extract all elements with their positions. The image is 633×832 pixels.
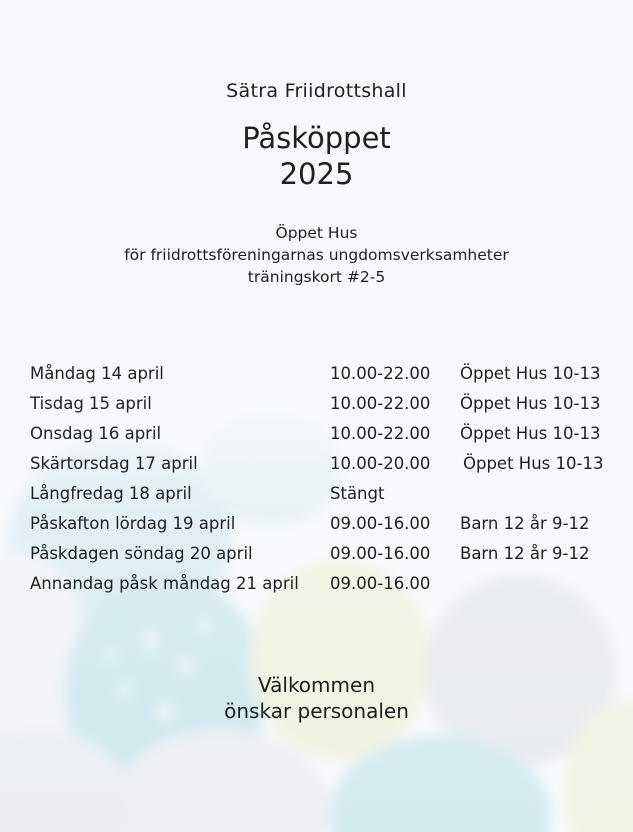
schedule-row (0, 364, 633, 388)
schedule-row (0, 424, 633, 448)
closing-line-2: önskar personalen (224, 699, 409, 723)
schedule-note: Öppet Hus 10-13 (460, 424, 601, 443)
schedule-time: 09.00-16.00 (330, 574, 431, 593)
title-line-1: Påsköppet (242, 121, 391, 155)
schedule-row (0, 454, 633, 478)
schedule-row (0, 394, 633, 418)
info-line-1: Öppet Hus (275, 224, 358, 242)
schedule-day: Annandag påsk måndag 21 april (30, 574, 299, 593)
schedule-row (0, 484, 633, 508)
schedule-note: Öppet Hus 10-13 (460, 364, 601, 383)
page-title (0, 120, 633, 192)
schedule-day: Långfredag 18 april (30, 484, 192, 503)
closing-message (0, 672, 633, 724)
schedule-time: 10.00-20.00 (330, 454, 431, 473)
schedule-time: 10.00-22.00 (330, 424, 431, 443)
schedule-day: Påskafton lördag 19 april (30, 514, 236, 533)
schedule-day: Måndag 14 april (30, 364, 164, 383)
schedule-note: Öppet Hus 10-13 (460, 394, 601, 413)
closing-line-1: Välkommen (258, 673, 375, 697)
schedule-note: Barn 12 år 9-12 (460, 514, 590, 533)
schedule-day: Onsdag 16 april (30, 424, 162, 443)
schedule-note: Öppet Hus 10-13 (463, 454, 604, 473)
schedule-time: 10.00-22.00 (330, 364, 431, 383)
info-line-2: för friidrottsföreningarnas ungdomsverksamheter (124, 246, 509, 264)
info-line-3: träningskort #2-5 (247, 268, 386, 286)
schedule-day: Skärtorsdag 17 april (30, 454, 198, 473)
info-block (0, 222, 633, 288)
title-line-2: 2025 (279, 157, 354, 191)
schedule-row (0, 574, 633, 598)
schedule-time: Stängt (330, 484, 385, 503)
schedule-time: 09.00-16.00 (330, 514, 431, 533)
venue-name: Sätra Friidrottshall (226, 80, 407, 102)
schedule-time: 10.00-22.00 (330, 394, 431, 413)
schedule-row (0, 544, 633, 568)
schedule-row (0, 514, 633, 538)
schedule-note: Barn 12 år 9-12 (460, 544, 590, 563)
schedule-day: Tisdag 15 april (30, 394, 152, 413)
schedule-time: 09.00-16.00 (330, 544, 431, 563)
schedule-day: Påskdagen söndag 20 april (30, 544, 253, 563)
